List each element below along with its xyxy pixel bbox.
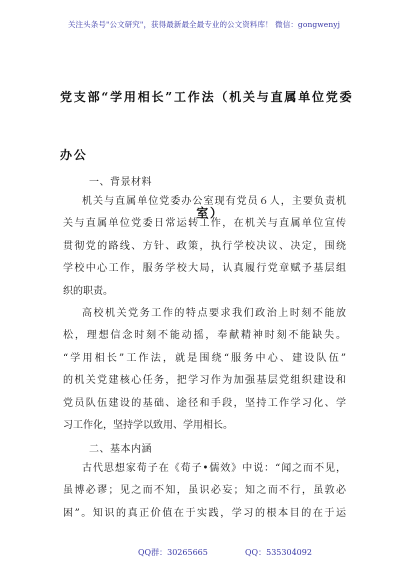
section-heading-background: 一、背景材料 bbox=[89, 177, 152, 188]
paragraph-line: 党员队伍建设的基础、途径和手段，坚持工作学习化、学 bbox=[63, 397, 346, 409]
paragraph-basic-meaning bbox=[63, 458, 346, 525]
paragraph-line: 高校机关党务工作的特点要求我们政治上时刻不能放 bbox=[82, 308, 346, 319]
paragraph-line: 织的职责。 bbox=[63, 285, 113, 297]
paragraph-line: 松，理想信念时刻不能动摇，奉献精神时刻不能缺失。 bbox=[63, 330, 346, 342]
paragraph-line: “学用相长”工作法，就是围绕“服务中心、建设队伍” bbox=[63, 352, 346, 364]
footer-qq-contact: QQ：535304092 bbox=[245, 548, 312, 557]
paragraph-line: 关与直属单位党委日常运转工作，在机关与直属单位宣传 bbox=[63, 218, 346, 230]
paragraph-line: 虽博必谬；见之而不知，虽识必妄；知之而不行，虽敦必 bbox=[63, 485, 346, 497]
section-heading-basic-meaning: 二、基本内涵 bbox=[89, 444, 152, 455]
paragraph-line: 困”。知识的真正价值在于实践，学习的根本目的在于运 bbox=[63, 507, 346, 519]
paragraph-line: 的机关党建核心任务，把学习作为加强基层党组织建设和 bbox=[63, 375, 346, 387]
paragraph-line: 机关与直属单位党委办公室现有党员６人，主要负责机 bbox=[82, 196, 346, 207]
document-title-line-2: 室） bbox=[196, 206, 224, 220]
document-title-line-1: 党支部“学用相长”工作法（机关与直属单位党委办公 bbox=[60, 90, 354, 162]
paragraph-line: 学校中心工作，服务学校大局，认真履行党章赋予基层组 bbox=[63, 263, 346, 275]
paragraph-line: 习工作化，坚持学以致用、学用相长。 bbox=[63, 420, 233, 432]
paragraph-line: 古代思想家荀子在《荀子•儒效》中说：“闻之而不见， bbox=[82, 463, 346, 474]
paragraph-background-1 bbox=[63, 191, 346, 303]
top-banner: 关注头条号"公文研究"，获得最新最全最专业的公文资料库！ 微信：gongwenyj bbox=[67, 20, 341, 29]
paragraph-line: 贯彻党的路线、方针、政策，执行学校决议、决定，围绕 bbox=[63, 240, 346, 252]
paragraph-background-2 bbox=[63, 303, 346, 437]
footer-qq-group: QQ群：30265665 bbox=[138, 548, 208, 557]
